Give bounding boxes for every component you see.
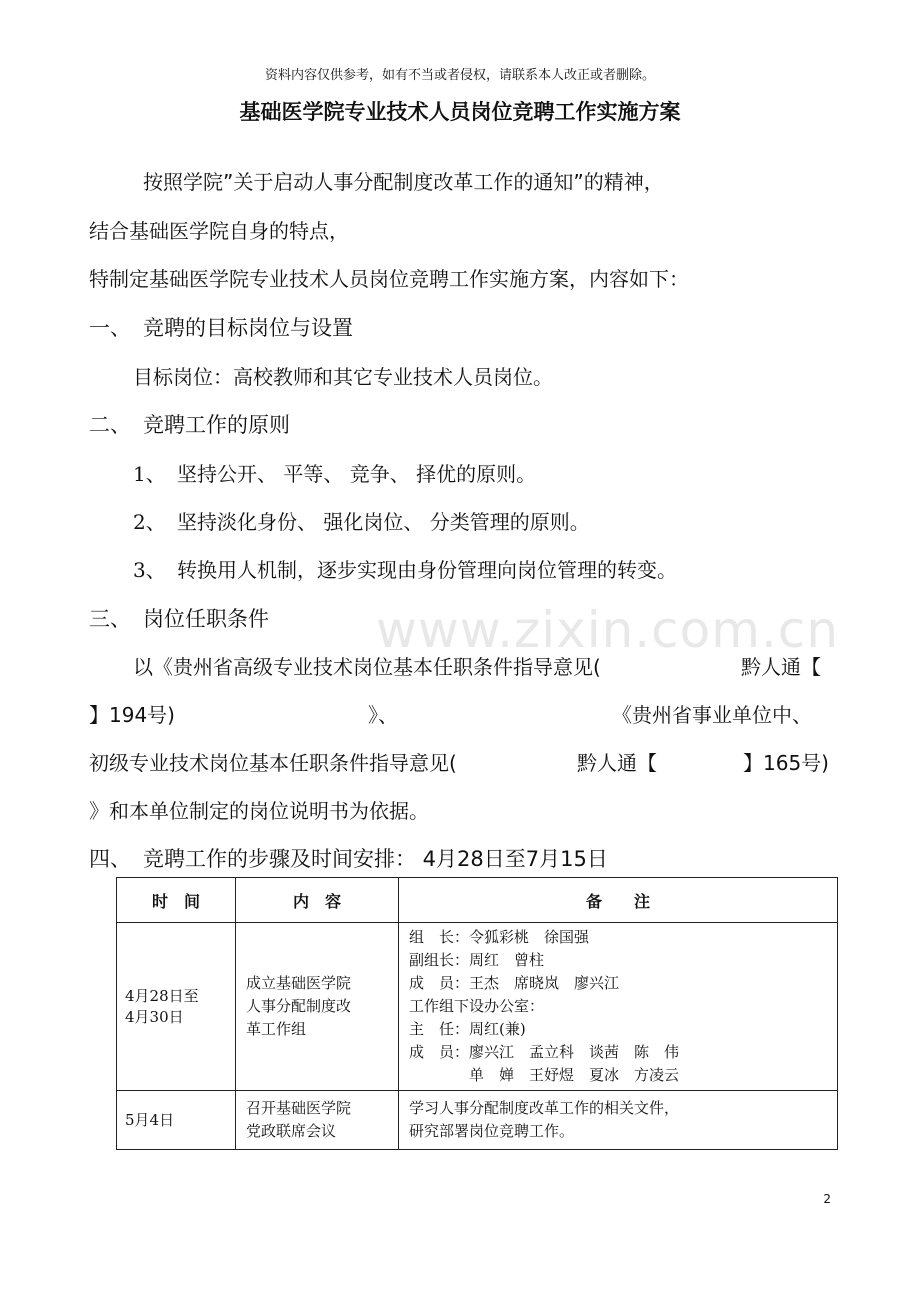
header-time: 时 间 xyxy=(117,878,236,923)
row-1-content-line: 成立基础医学院 xyxy=(246,973,352,992)
watermark: www.zixin.com.cn xyxy=(376,601,840,659)
row-1-notes-line: 副组长：周红 曾柱 xyxy=(409,950,545,969)
section-3-heading: 岗位任职条件 xyxy=(143,607,269,631)
row-1-content-line: 人事分配制度改 xyxy=(246,996,352,1015)
table-row xyxy=(117,923,838,1091)
section-2-number: 二、 xyxy=(89,413,131,437)
criteria-line-3b: 黔人通【 xyxy=(577,751,657,775)
row-1-content-line: 革工作组 xyxy=(246,1019,307,1038)
section-4-number: 四、 xyxy=(89,847,131,871)
header-content: 内 容 xyxy=(236,878,399,923)
row-2-content-line: 党政联席会议 xyxy=(246,1121,337,1140)
intro-line-3: 特制定基础医学院专业技术人员岗位竞聘工作实施方案，内容如下： xyxy=(89,267,689,291)
row-1-notes-line: 工作组下设办公室： xyxy=(409,996,545,1015)
table-header-row xyxy=(117,878,838,923)
row-1-notes-line: 主 任：周红(兼) xyxy=(409,1019,526,1038)
row-1-notes-line: 单 婵 王妤煜 夏冰 方凌云 xyxy=(409,1065,680,1084)
row-1-time-line: 4月30日 xyxy=(125,1008,184,1027)
row-1-notes-line: 组 长：令狐彩桃 徐国强 xyxy=(409,927,590,946)
intro-line-1: 按照学院”关于启动人事分配制度改革工作的通知”的精神， xyxy=(143,170,664,194)
row-2-time-line: 5月4日 xyxy=(125,1111,175,1130)
row-1-content xyxy=(236,923,399,1091)
disclaimer: 资料内容仅供参考，如有不当或者侵权，请联系本人改正或者删除。 xyxy=(264,68,655,83)
criteria-line-4: 》和本单位制定的岗位说明书为依据。 xyxy=(89,799,429,823)
row-2-notes xyxy=(399,1090,838,1149)
page-number: 2 xyxy=(823,1192,831,1206)
row-1-notes-line: 成 员：廖兴江 孟立科 谈茜 陈 伟 xyxy=(409,1042,680,1061)
row-1-notes-line: 成 员：王杰 席晓岚 廖兴江 xyxy=(409,973,620,992)
document-title: 基础医学院专业技术人员岗位竞聘工作实施方案 xyxy=(239,100,681,124)
row-2-time xyxy=(117,1090,236,1149)
principle-3-text: 转换用人机制，逐步实现由身份管理向岗位管理的转变。 xyxy=(177,558,677,582)
section-4-heading: 竞聘工作的步骤及时间安排： 4月28日至7月15日 xyxy=(143,847,608,871)
section-3-number: 三、 xyxy=(89,607,131,631)
row-2-notes-line: 学习人事分配制度改革工作的相关文件， xyxy=(409,1098,680,1117)
section-1-heading: 竞聘的目标岗位与设置 xyxy=(143,316,353,340)
row-1-time-line: 4月28日至 xyxy=(125,987,199,1006)
principle-1-number: 1、 xyxy=(133,462,166,486)
criteria-line-3c: 】165号) xyxy=(743,751,829,775)
criteria-line-3a: 初级专业技术岗位基本任职条件指导意见( xyxy=(89,751,457,775)
principle-2-text: 坚持淡化身份、 强化岗位、 分类管理的原则。 xyxy=(177,510,590,534)
intro-line-2: 结合基础医学院自身的特点， xyxy=(89,219,349,243)
header-notes: 备 注 xyxy=(399,878,838,923)
row-2-notes-line: 研究部署岗位竞聘工作。 xyxy=(409,1121,575,1140)
row-1-time xyxy=(117,923,236,1091)
principle-2-number: 2、 xyxy=(133,510,166,534)
section-2-heading: 竞聘工作的原则 xyxy=(143,413,290,437)
criteria-line-1b: 黔人通【 xyxy=(741,655,821,679)
section-1-body: 目标岗位：高校教师和其它专业技术人员岗位。 xyxy=(133,365,553,389)
section-1-number: 一、 xyxy=(89,316,131,340)
principle-3-number: 3、 xyxy=(133,558,166,582)
criteria-line-2c: 《贵州省事业单位中、 xyxy=(612,703,812,727)
row-1-notes xyxy=(399,923,838,1091)
row-2-content-line: 召开基础医学院 xyxy=(246,1098,352,1117)
schedule-table xyxy=(116,877,838,1150)
criteria-line-2a: 】194号) xyxy=(89,703,175,727)
principle-1-text: 坚持公开、 平等、 竞争、 择优的原则。 xyxy=(177,462,537,486)
table-row xyxy=(117,1090,838,1149)
row-2-content xyxy=(236,1090,399,1149)
criteria-line-1a: 以《贵州省高级专业技术岗位基本任职条件指导意见( xyxy=(133,655,601,679)
criteria-line-2b: 》、 xyxy=(368,703,398,727)
